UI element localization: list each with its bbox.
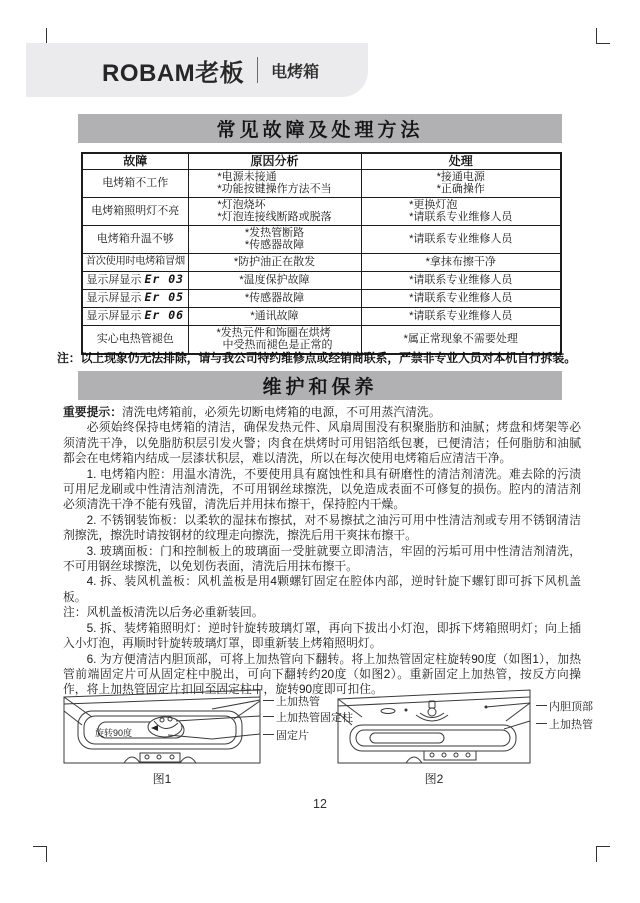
solution-cell: *请联系专业维修人员 <box>361 225 561 253</box>
maintenance-section-title: 维护和保养 <box>78 371 562 400</box>
fig1-label-heating-tube: 上加热管 <box>263 694 320 707</box>
solution-cell: *请联系专业维修人员 <box>361 289 561 307</box>
col-header-fault: 故障 <box>82 153 188 169</box>
table-row <box>82 225 561 253</box>
solution-cell: *更换灯泡 *请联系专业维修人员 <box>361 197 561 225</box>
maintenance-item-4-note: 注：风机盖板清洗以后务必重新装回。 <box>63 605 264 620</box>
brand-logo: ROBAM老板 <box>102 59 245 87</box>
cause-cell: *电源未接通 *功能按键操作方法不当 <box>188 169 361 197</box>
maintenance-item-3: 3. 玻璃面板：门和控制板上的玻璃面一受脏就要立即清洁，牢固的污垢可用中性清洁剂清洗，不可用钢丝球擦洗，以免划伤表面，清洗后用抹布擦干。 <box>63 543 581 574</box>
maintenance-item-1: 1. 电烤箱内腔：用温水清洗，不要使用具有腐蚀性和具有研磨性的清洁剂清洗。难去除的污渍可用尼龙刷或中性清洁剂清洗，不可用钢丝球擦洗，以免造成表面不可修复的损伤。腔内的清洁剂必须清洗干净不能有残留，清洗后并用抹布擦干，保持腔内干燥。 <box>63 466 581 512</box>
fig2-label-liner-top: 内胆顶部 <box>536 699 593 712</box>
crop-mark-bottom-right <box>596 846 610 862</box>
fault-cell: 显示屏显示 Er 06 <box>82 307 188 325</box>
figure1-caption: 图1 <box>152 772 172 786</box>
fault-cell: 电烤箱不工作 <box>82 169 188 197</box>
solution-cell: *请联系专业维修人员 <box>361 307 561 325</box>
maintenance-item-2: 2. 不锈钢装饰板：以柔软的湿抹布擦拭，对不易擦拭之油污可用中性清洁剂或专用不锈钢清洁剂擦洗，擦洗时请按钢材的纹理走向擦洗，擦洗后用干爽抹布擦干。 <box>63 512 581 543</box>
cause-cell: *通讯故障 <box>188 307 361 325</box>
fig2-label-heating-tube: 上加热管 <box>536 717 593 730</box>
fault-cell: 首次使用时电烤箱冒烟 <box>82 253 188 271</box>
solution-cell: *属正常现象不需要处理 <box>361 325 561 354</box>
cause-cell: *传感器故障 <box>188 289 361 307</box>
solution-cell: *拿抹布擦干净 <box>361 253 561 271</box>
error-code-display: Er 05 <box>144 290 185 305</box>
fault-table <box>81 152 562 355</box>
cause-cell: *发热元件和饰圈在烘烤 中受热而褪色是正常的 <box>188 325 361 354</box>
cause-cell: *灯泡烧坏 *灯泡连接线断路或脱落 <box>188 197 361 225</box>
important-text: 清洗电烤箱前，必须先切断电烤箱的电源，不可用蒸汽清洗。 <box>122 405 441 419</box>
leader-line <box>263 734 274 735</box>
table-row <box>82 271 561 289</box>
fault-cell: 实心电热管褪色 <box>82 325 188 354</box>
fault-cell: 电烤箱升温不够 <box>82 225 188 253</box>
header-divider <box>257 57 258 83</box>
error-code-display: Er 03 <box>144 272 185 287</box>
maintenance-body <box>63 405 581 698</box>
maintenance-item-6: 6. 为方便清洁内胆顶部，可将上加热管向下翻转。将上加热管固定柱旋转90度（如图1），加热管前端固定片可从固定柱中脱出，可向下翻转约20度（如图2）。重新固定上加热管，按反方向操作，将上加热管固定片扣回至固定柱中，旋转90度即可扣住。 <box>63 651 581 697</box>
fig1-label-fixing-tab: 固定片 <box>263 728 309 741</box>
table-row <box>82 169 561 197</box>
table-header-row <box>82 153 561 169</box>
crop-mark-top-left <box>33 28 47 44</box>
fault-cell: 显示屏显示 Er 03 <box>82 271 188 289</box>
figure2-drawing <box>336 687 532 767</box>
cause-cell: *温度保护故障 <box>188 271 361 289</box>
fault-cell: 显示屏显示 Er 05 <box>82 289 188 307</box>
col-header-cause: 原因分析 <box>188 153 361 169</box>
leader-line <box>536 705 547 706</box>
figure1-annotation: 旋转90度 <box>95 728 133 738</box>
table-note: 注：以上现象仍无法排除，请与我公司特约维修点或经销商联系，严禁非专业人员对本机自行拆装。 <box>57 351 577 365</box>
header-band <box>26 43 368 97</box>
cause-cell: *防护油正在散发 <box>188 253 361 271</box>
col-header-solution: 处理 <box>361 153 561 169</box>
crop-mark-bottom-left <box>33 846 47 862</box>
table-row <box>82 325 561 354</box>
cause-cell: *发热管断路 *传感器故障 <box>188 225 361 253</box>
page-number: 12 <box>313 797 327 811</box>
figure1-drawing <box>62 687 262 767</box>
figure2-caption: 图2 <box>424 772 444 786</box>
table-row <box>82 197 561 225</box>
solution-cell: *请联系专业维修人员 <box>361 271 561 289</box>
maintenance-item-4: 4. 拆、装风机盖板：风机盖板是用4颗螺钉固定在腔体内部，逆时针旋下螺钉即可拆下风机盖板。 <box>63 574 581 604</box>
fault-cell: 电烤箱照明灯不亮 <box>82 197 188 225</box>
important-label: 重要提示： <box>63 405 122 419</box>
error-code-display: Er 06 <box>144 308 185 323</box>
leader-line <box>263 716 274 717</box>
product-name: 电烤箱 <box>271 63 320 81</box>
fig1-label-fixing-post: 上加热管固定柱 <box>263 710 353 723</box>
maintenance-intro: 必须始终保持电烤箱的清洁，确保发热元件、风扇周围没有积聚脂肪和油腻；烤盘和烤架等必须清洗干净，以免脂肪积层引发火警；肉食在烘烤时可用铝箔纸包裹，已便清洁；任何脂肪和油腻都会在电烤箱内结成一层漆状积层，难以清洗，所以在每次使用电烤箱后应清洁干净。 <box>63 420 581 466</box>
table-row <box>82 289 561 307</box>
important-note <box>63 405 581 420</box>
leader-line <box>536 723 547 724</box>
table-row <box>82 307 561 325</box>
crop-mark-top-right <box>596 28 610 44</box>
leader-line <box>263 700 274 701</box>
table-row <box>82 253 561 271</box>
solution-cell: *接通电源 *正确操作 <box>361 169 561 197</box>
maintenance-item-5: 5. 拆、装烤箱照明灯：逆时针旋转玻璃灯罩，再向下拔出小灯泡，即拆下烤箱照明灯；向上插入小灯泡，再顺时针旋转玻璃灯罩，即重新装上烤箱照明灯。 <box>63 620 581 651</box>
fault-section-title: 常见故障及处理方法 <box>78 114 562 143</box>
